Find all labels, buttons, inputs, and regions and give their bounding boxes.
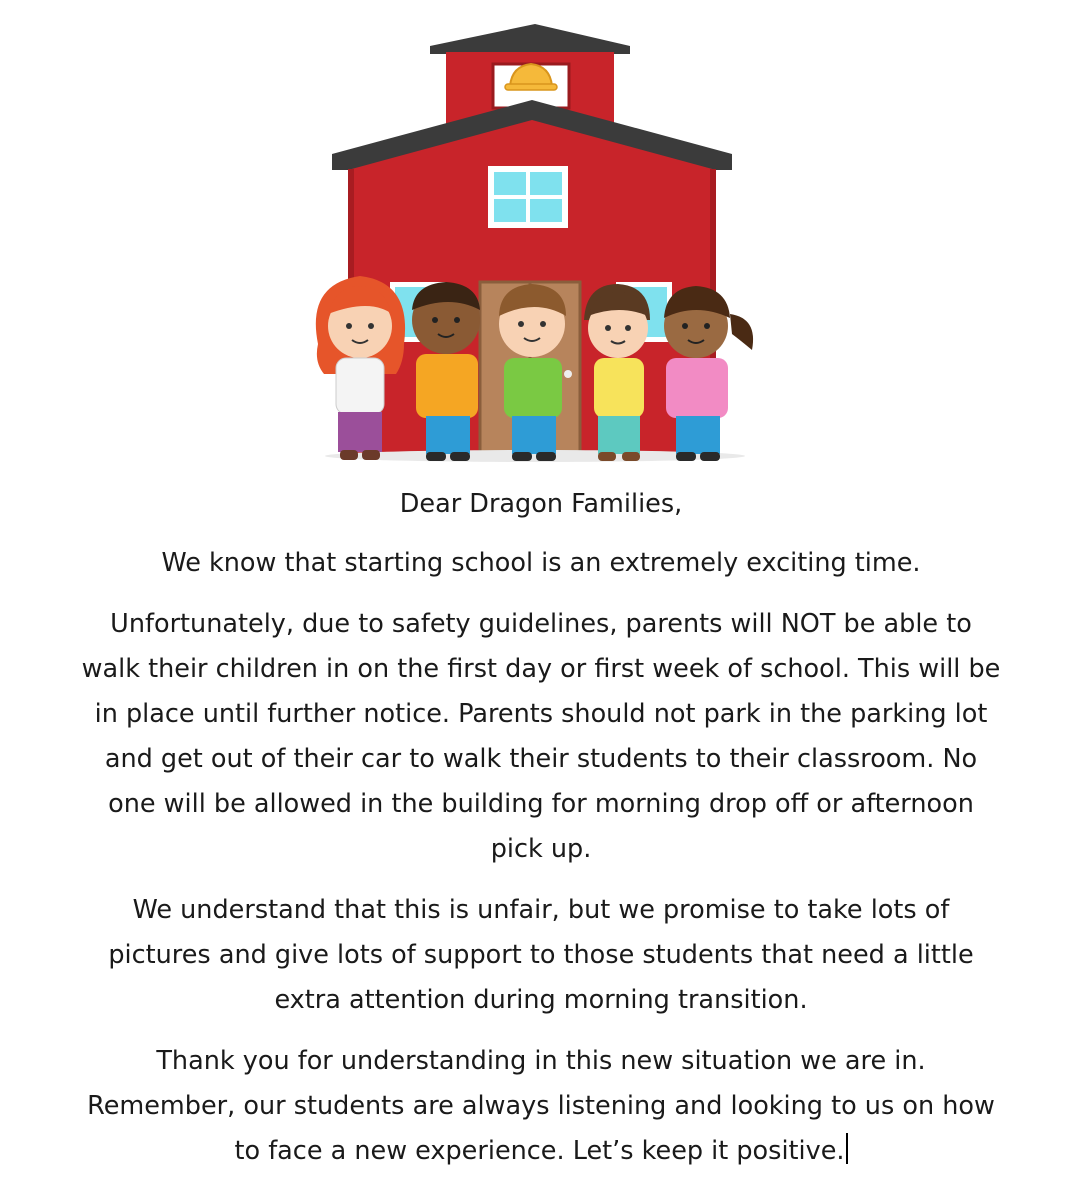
paragraph-line: in place until further notice. Parents should not park in the parking lot (94, 699, 988, 729)
paragraph-intro (20, 541, 1062, 586)
paragraph-line: We know that starting school is an extremely exciting time. (161, 548, 921, 578)
paragraph-guidelines (20, 602, 1062, 872)
paragraph-line: pick up. (490, 834, 592, 864)
text-cursor[interactable] (846, 1133, 848, 1164)
paragraph-line: Thank you for understanding in this new situation we are in. (156, 1046, 926, 1076)
greeting-line: Dear Dragon Families, (399, 489, 683, 519)
paragraph-line: We understand that this is unfair, but we promise to take lots of (132, 895, 950, 925)
paragraph-line: one will be allowed in the building for morning drop off or afternoon (108, 789, 974, 819)
paragraph-line: pictures and give lots of support to those students that need a little (108, 940, 974, 970)
paragraph-line: and get out of their car to walk their students to their classroom. No (104, 744, 978, 774)
paragraph-closing (20, 1039, 1062, 1174)
paragraph-line-text: to face a new experience. Let’s keep it positive. (234, 1136, 845, 1166)
greeting (20, 482, 1062, 527)
letter-body (20, 482, 1062, 1190)
red-schoolhouse-with-children-icon (300, 14, 770, 464)
paragraph-line: extra attention during morning transition. (274, 985, 808, 1015)
paragraph-line-last (20, 1129, 1062, 1174)
paragraph-support (20, 888, 1062, 1023)
paragraph-line: Remember, our students are always listening and looking to us on how (87, 1091, 995, 1121)
paragraph-line: walk their children in on the first day or first week of school. This will be (81, 654, 1001, 684)
paragraph-line: Unfortunately, due to safety guidelines, parents will NOT be able to (110, 609, 972, 639)
